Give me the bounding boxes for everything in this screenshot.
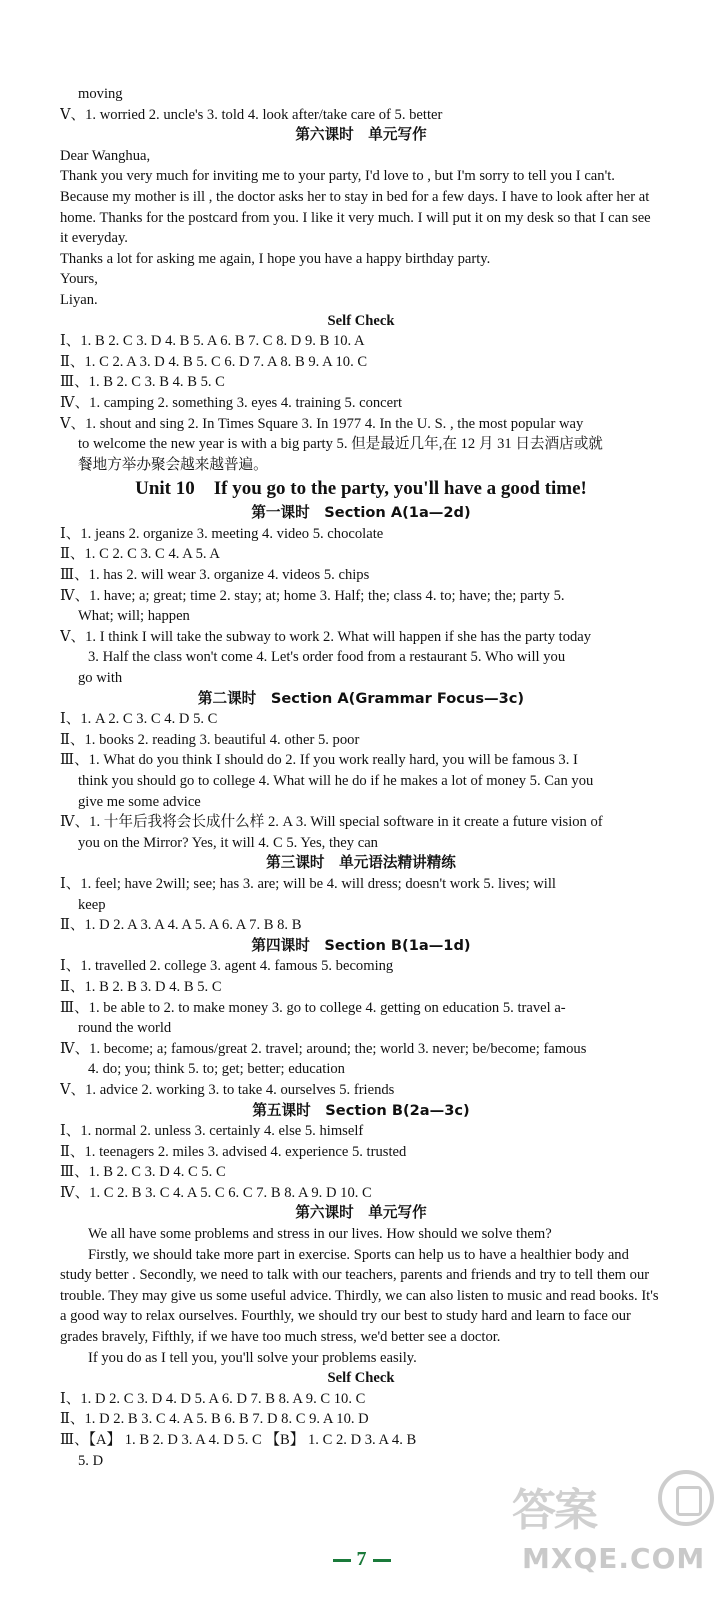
- text-line: Ⅴ、1. shout and sing 2. In Times Square 3. In 1977 4. In the U. S. , the most popular way: [60, 415, 584, 432]
- letter-signature: Liyan.: [60, 291, 98, 308]
- text-line: Ⅲ、1. be able to 2. to make money 3. go to college 4. getting on education 5. travel a-: [60, 999, 566, 1016]
- lesson-heading: 第二课时 Section A(Grammar Focus—3c): [197, 689, 525, 707]
- text-line: Ⅲ、1. B 2. C 3. B 4. B 5. C: [60, 374, 225, 391]
- lesson-heading: 第四课时 Section B(1a—1d): [251, 936, 471, 954]
- unit-title: Unit 10 If you go to the party, you'll have a good time!: [135, 478, 587, 500]
- text-line: Ⅱ、1. C 2. C 3. C 4. A 5. A: [60, 546, 220, 563]
- text-line: Ⅱ、1. D 2. B 3. C 4. A 5. B 6. B 7. D 8. C 9. A 10. D: [60, 1411, 369, 1428]
- text-line: Ⅱ、1. C 2. A 3. D 4. B 5. C 6. D 7. A 8. B 9. A 10. C: [60, 353, 368, 370]
- text-line: Ⅲ、1. has 2. will wear 3. organize 4. videos 5. chips: [60, 567, 370, 584]
- text-line: What; will; happen: [78, 608, 190, 625]
- text-line: Ⅰ、1. jeans 2. organize 3. meeting 4. video 5. chocolate: [60, 525, 384, 542]
- text-line: Ⅴ、1. advice 2. working 3. to take 4. ourselves 5. friends: [60, 1081, 395, 1098]
- text-line: Ⅱ、1. teenagers 2. miles 3. advised 4. experience 5. trusted: [60, 1143, 407, 1160]
- text-line: Ⅲ、1. What do you think I should do 2. If you work really hard, you will be famous 3. I: [60, 752, 578, 769]
- text-line: 5. D: [78, 1452, 104, 1469]
- text-line: round the world: [78, 1020, 172, 1037]
- text-line: Ⅴ、1. I think I will take the subway to work 2. What will happen if she has the party today: [60, 628, 592, 645]
- text-line: to welcome the new year is with a big party 5. 但是最近几年,在 12 月 31 日去酒店或就: [78, 436, 603, 453]
- lesson-heading: 第六课时 单元写作: [295, 1204, 427, 1222]
- text-line: Ⅱ、1. D 2. A 3. A 4. A 5. A 6. A 7. B 8. B: [60, 917, 302, 934]
- lesson-heading: 第一课时 Section A(1a—2d): [251, 504, 471, 522]
- watermark-url: MXQE.COM: [522, 1542, 706, 1575]
- text-line: think you should go to college 4. What will he do if he makes a lot of money 5. Can you: [78, 773, 594, 789]
- text-line: Ⅰ、1. B 2. C 3. D 4. B 5. A 6. B 7. C 8. D 9. B 10. A: [60, 333, 365, 350]
- text-line: Ⅳ、1. C 2. B 3. C 4. A 5. C 6. C 7. B 8. A 9. D 10. C: [60, 1184, 372, 1201]
- page-number-dash: [373, 1559, 391, 1562]
- text-line: Ⅲ、1. B 2. C 3. D 4. C 5. C: [60, 1164, 226, 1181]
- answer-content: [60, 84, 662, 1471]
- essay-paragraph: We all have some problems and stress in our lives. How should we solve them?: [88, 1226, 552, 1243]
- text-line: Ⅰ、1. normal 2. unless 3. certainly 4. else 5. himself: [60, 1123, 364, 1140]
- self-check-heading: Self Check: [327, 1370, 395, 1387]
- page-number-value: 7: [356, 1548, 367, 1570]
- text-line: Ⅱ、1. books 2. reading 3. beautiful 4. other 5. poor: [60, 731, 360, 748]
- text-line: Ⅳ、1. camping 2. something 3. eyes 4. training 5. concert: [60, 394, 403, 411]
- text-line: go with: [78, 670, 123, 687]
- essay-paragraph: Firstly, we should take more part in exercise. Sports can help us to have a healthier body and study better . Secondly, we need to talk with our teachers, parents and friends and try to tell them our trouble. They may give us some useful advice. Thirdly, we can also listen to music and read books. It's a good way to relax ourselves. Fourthly, we should try our best to study hard and learn to face our grades bravely, Fifthly, if we have too much stress, we'd better see a doctor.: [60, 1246, 659, 1346]
- text-line: Ⅱ、1. B 2. B 3. D 4. B 5. C: [60, 978, 222, 995]
- text-line: keep: [78, 896, 106, 913]
- self-check-heading: Self Check: [327, 312, 395, 329]
- page-number-dash: [333, 1559, 351, 1562]
- text-line: 4. do; you; think 5. to; get; better; education: [88, 1061, 345, 1078]
- lesson-heading: 第五课时 Section B(2a—3c): [252, 1101, 470, 1119]
- letter-line: Thanks a lot for asking me again, I hope you have a happy birthday party.: [60, 250, 491, 267]
- letter-closing: Yours,: [60, 271, 98, 288]
- essay-paragraph: If you do as I tell you, you'll solve your problems easily.: [88, 1349, 417, 1366]
- text-line: 餐地方举办聚会越来越普遍。: [78, 456, 268, 473]
- text-line: you on the Mirror? Yes, it will 4. C 5. Yes, they can: [78, 834, 378, 851]
- text-line: give me some advice: [78, 793, 201, 810]
- answer-seal-icon: [658, 1470, 714, 1526]
- text-line: Ⅰ、1. travelled 2. college 3. agent 4. famous 5. becoming: [60, 958, 394, 975]
- lesson-heading: 第六课时 单元写作: [295, 126, 427, 144]
- lesson-heading: 第三课时 单元语法精讲精练: [266, 854, 456, 872]
- watermark-chars: 答案: [512, 1485, 596, 1536]
- text-line: Ⅰ、1. D 2. C 3. D 4. D 5. A 6. D 7. B 8. A 9. C 10. C: [60, 1390, 366, 1407]
- text-line: Ⅰ、1. feel; have 2will; see; has 3. are; will be 4. will dress; doesn't work 5. lives; will: [60, 875, 556, 892]
- letter-body: Thank you very much for inviting me to your party, I'd love to , but I'm sorry to tell you I can't. Because my mother is ill , the doctor asks her to stay in bed for a few days. I have to look after her at home. Thanks for the postcard from you. I like it very much. I will put it on my desk so that I can see it everyday.: [60, 168, 651, 247]
- text-line: Ⅳ、1. 十年后我将会长成什么样 2. A 3. Will special software in it create a future vision of: [60, 814, 603, 831]
- letter-greeting: Dear Wanghua,: [60, 147, 151, 164]
- text-line: Ⅲ、【A】 1. B 2. D 3. A 4. D 5. C 【B】 1. C 2. D 3. A 4. B: [60, 1432, 417, 1448]
- text-line: Ⅴ、1. worried 2. uncle's 3. told 4. look after/take care of 5. better: [60, 106, 443, 123]
- text-line: Ⅰ、1. A 2. C 3. C 4. D 5. C: [60, 711, 218, 728]
- text-line: Ⅳ、1. become; a; famous/great 2. travel; around; the; world 3. never; be/become; famous: [60, 1040, 587, 1057]
- text-line: 3. Half the class won't come 4. Let's order food from a restaurant 5. Who will you: [88, 649, 566, 666]
- watermark: [508, 1470, 718, 1595]
- text-line: Ⅳ、1. have; a; great; time 2. stay; at; home 3. Half; the; class 4. to; have; the; party 5.: [60, 587, 565, 604]
- text-line: moving: [78, 86, 123, 102]
